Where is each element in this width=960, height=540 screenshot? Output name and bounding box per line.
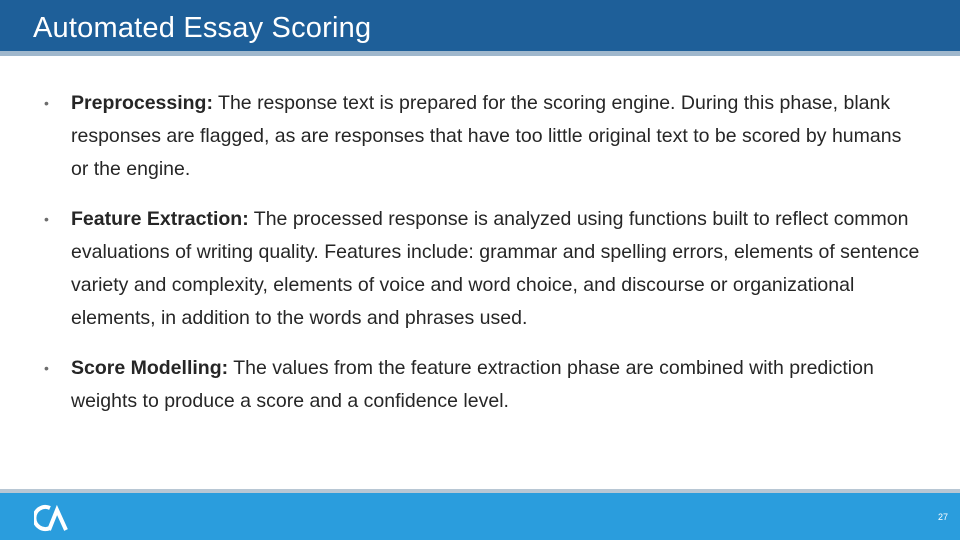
bullet-item-score-modelling [44, 352, 924, 418]
bullet-dot-icon: • [44, 95, 49, 111]
bullet-list [44, 87, 924, 435]
bullet-item-preprocessing [44, 87, 924, 186]
bullet-dot-icon: • [44, 211, 49, 227]
page-number: 27 [937, 512, 948, 522]
bullet-term: Preprocessing: [71, 92, 213, 114]
bullet-item-feature-extraction [44, 203, 924, 335]
footer-bar [0, 493, 960, 540]
bullet-text: The response text is prepared for the scoring engine. During this phase, blank responses are flagged, as are responses that have too little original text to be scored by humans or the engine. [71, 92, 902, 180]
title-bar-divider [0, 51, 960, 56]
bullet-text: The values from the feature extraction phase are combined with prediction weights to produce a score and a confidence level. [71, 357, 874, 412]
bullet-term: Feature Extraction: [71, 208, 249, 230]
bullet-text: The processed response is analyzed using functions built to reflect common evaluations of writing quality. Features include: grammar and spelling errors, elements of sentence variety and complexity, elements of voice and word choice, and discourse or organizational elements, in addition to the words and phrases used. [71, 208, 920, 329]
slide-title: Automated Essay Scoring [33, 12, 372, 44]
bullet-dot-icon: • [44, 360, 49, 376]
ca-logo-icon [34, 503, 68, 533]
bullet-term: Score Modelling: [71, 357, 229, 379]
